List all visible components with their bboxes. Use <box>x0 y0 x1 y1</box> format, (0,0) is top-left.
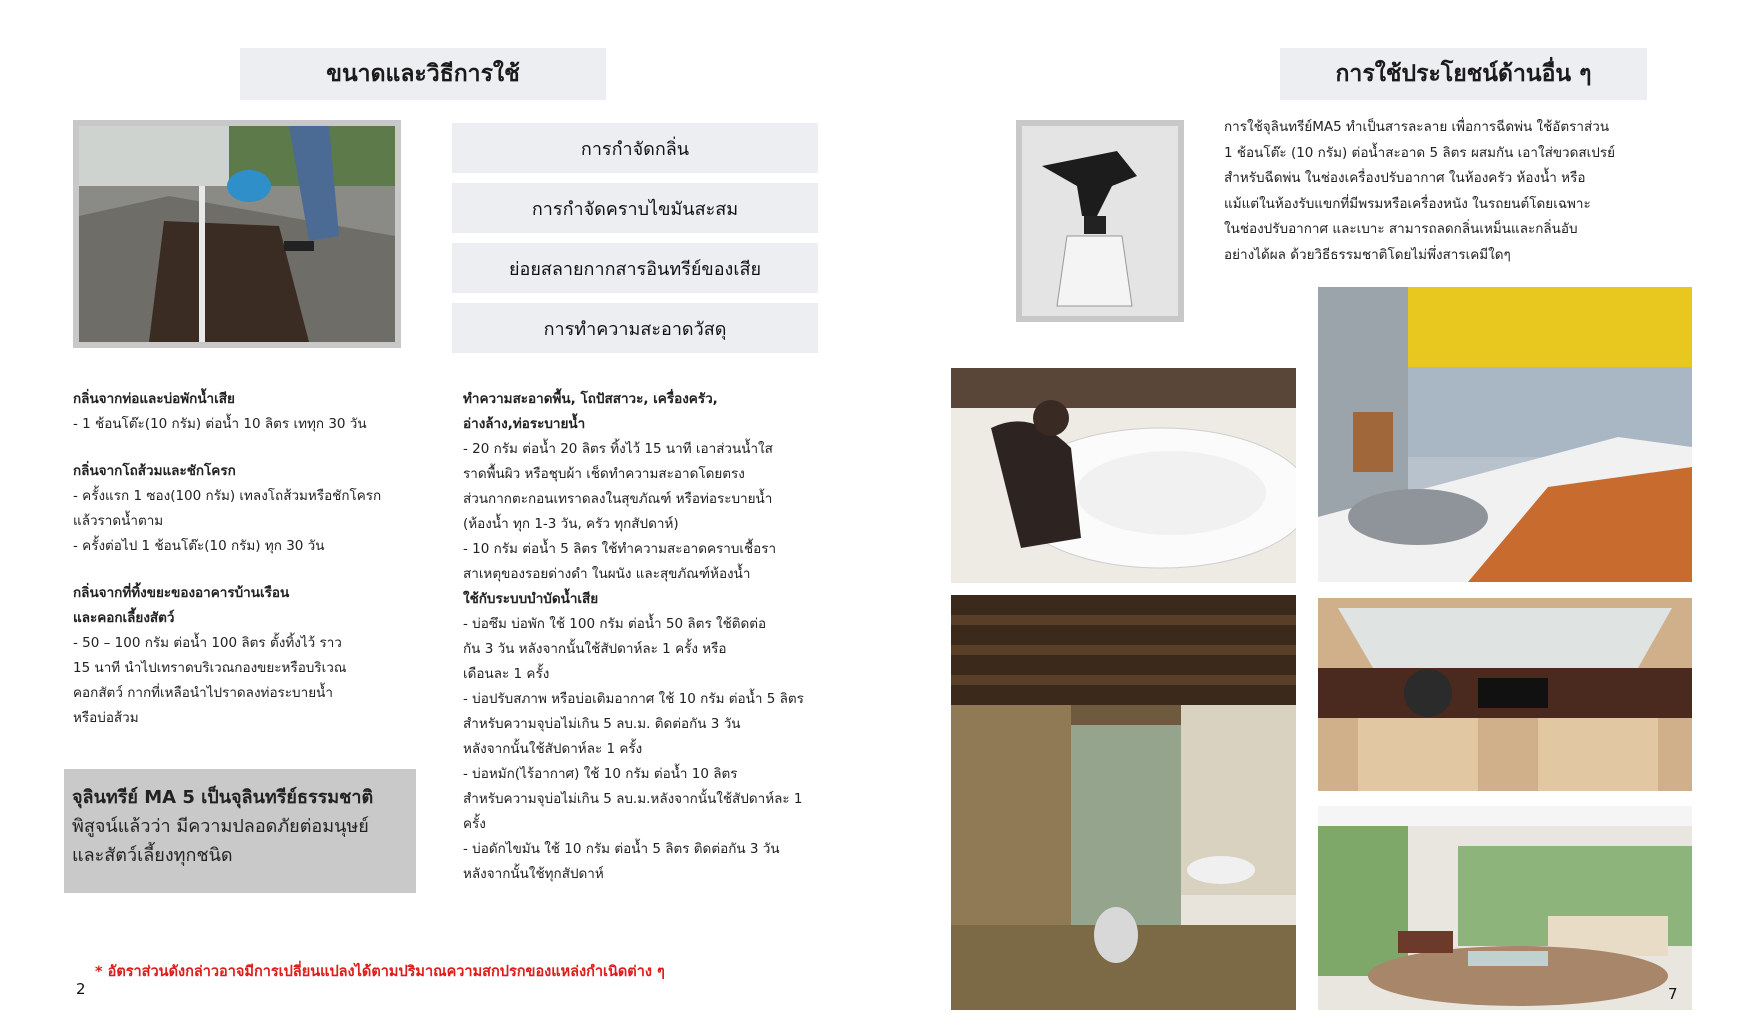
section-body: - 1 ช้อนโต๊ะ(10 กรัม) ต่อน้ำ 10 ลิตร เททุก 30 วัน <box>73 416 367 432</box>
bathroom-interior-photo <box>951 595 1296 1010</box>
ratio-footnote: * อัตราส่วนดังกล่าวอาจมีการเปลี่ยนแปลงได้ตามปริมาณความสกปรกของแหล่งกำเนิดต่าง ๆ <box>95 964 665 980</box>
page-number-left: 2 <box>76 980 86 998</box>
section-title: กลิ่นจากท่อและบ่อพักน้ำเสีย <box>73 391 235 407</box>
usage-column-cleaning <box>463 387 883 887</box>
menu-material-cleaning: การทำความสะอาดวัสดุ <box>452 303 818 353</box>
section-title: ใช้กับระบบบำบัดน้ำเสีย <box>463 591 599 607</box>
section-body: - ครั้งแรก 1 ซอง(100 กรัม) เทลงโถส้วมหรือชักโครก แล้วราดน้ำตาม - ครั้งต่อไป 1 ช้อนโต๊ะ(10 กรัม) ทุก 30 วัน <box>73 488 382 554</box>
car-interior-photo <box>1318 598 1692 791</box>
section-title: กลิ่นจากโถส้วมและชักโครก <box>73 463 236 479</box>
callout-line-3: และสัตว์เลี้ยงทุกชนิด <box>72 845 233 866</box>
section-title: กลิ่นจากที่ทิ้งขยะของอาคารบ้านเรือน และคอกเลี้ยงสัตว์ <box>73 585 290 626</box>
page-number-right: 7 <box>1668 985 1678 1003</box>
menu-grease-removal: การกำจัดคราบไขมันสะสม <box>452 183 818 233</box>
other-uses-paragraph <box>1224 115 1694 268</box>
living-room-photo <box>1318 806 1692 1010</box>
bathtub-cleaning-photo <box>951 368 1296 583</box>
section-body: - 50 – 100 กรัม ต่อน้ำ 100 ลิตร ตั้งทิ้งไว้ ราว 15 นาที นำไปเทราดบริเวณกองขยะหรือบริเวณ คอกสัตว์ กากที่เหลือนำไปราดลงท่อระบายน้ำ หรือบ่อส้วม <box>73 635 347 726</box>
section-title: ทำความสะอาดพื้น, โถปัสสาวะ, เครื่องครัว, อ่างล้าง,ท่อระบายน้ำ <box>463 391 718 432</box>
menu-organic-waste: ย่อยสลายกากสารอินทรีย์ของเสีย <box>452 243 818 293</box>
safety-callout <box>64 769 416 893</box>
other-uses-text: การใช้จุลินทรีย์MA5 ทำเป็นสารละลาย เพื่อการฉีดพ่น ใช้อัตราส่วน 1 ช้อนโต๊ะ (10 กรัม) ต่อน้ำสะอาด 5 ลิตร ผสมกัน เอาใส่ขวดสเปรย์ สำหรับฉีดพ่น ในช่องเครื่องปรับอากาศ ในห้องครัว ห้องน้ำ หรือ แม้แต่ในห้องรับแขกที่มีพรมหรือเครื่องหนัง ในรถยนต์โดยเฉพาะ ในช่องปรับอากาศ และเบาะ สามารถลดกลิ่นเหม็นและกลิ่นอับ อย่างได้ผล ด้วยวิธีธรรมชาติโดยไม่พึ่งสารเคมีใดๆ <box>1224 119 1615 263</box>
left-page-heading: ขนาดและวิธีการใช้ <box>240 48 606 100</box>
callout-line-1: จุลินทรีย์ MA 5 เป็นจุลินทรีย์ธรรมชาติ <box>72 787 374 808</box>
right-page-heading: การใช้ประโยชน์ด้านอื่น ๆ <box>1280 48 1647 100</box>
section-body: - 20 กรัม ต่อน้ำ 20 ลิตร ทิ้งไว้ 15 นาที เอาส่วนน้ำใส ราดพื้นผิว หรือชุบผ้า เช็ดทำความสะอาดโดยตรง ส่วนกากตะกอนเทราดลงในสุขภัณฑ์ หรือท่อระบายน้ำ (ห้องน้ำ ทุก 1-3 วัน, ครัว ทุกสัปดาห์) - 10 กรัม ต่อน้ำ 5 ลิตร ใช้ทำความสะอาดคราบเชื้อรา สาเหตุของรอยด่างดำ ในผนัง และสุขภัณฑ์ห้องน้ำ <box>463 441 777 582</box>
drain-pouring-photo <box>73 120 401 348</box>
callout-line-2: พิสูจน์แล้วว่า มีความปลอดภัยต่อมนุษย์ <box>72 816 369 837</box>
usage-column-odor <box>73 387 453 731</box>
section-body: - บ่อซึม บ่อพัก ใช้ 100 กรัม ต่อน้ำ 50 ลิตร ใช้ติดต่อ กัน 3 วัน หลังจากนั้นใช้สัปดาห์ละ 1 ครั้ง หรือ เดือนละ 1 ครั้ง - บ่อปรับสภาพ หรือบ่อเติมอากาศ ใช้ 10 กรัม ต่อน้ำ 5 ลิตร สำหรับความจุบ่อไม่เกิน 5 ลบ.ม. ติดต่อกัน 3 วัน หลังจากนั้นใช้สัปดาห์ละ 1 ครั้ง - บ่อหมัก(ไร้อากาศ) ใช้ 10 กรัม ต่อน้ำ 10 ลิตร สำหรับความจุบ่อไม่เกิน 5 ลบ.ม.หลังจากนั้นใช้สัปดาห์ละ 1 ครั้ง - บ่อดักไขมัน ใช้ 10 กรัม ต่อน้ำ 5 ลิตร ติดต่อกัน 3 วัน หลังจากนั้นใช้ทุกสัปดาห์ <box>463 616 804 882</box>
spray-bottle-photo <box>1016 120 1184 322</box>
kitchen-photo <box>1318 287 1692 582</box>
menu-odor-removal: การกำจัดกลิ่น <box>452 123 818 173</box>
